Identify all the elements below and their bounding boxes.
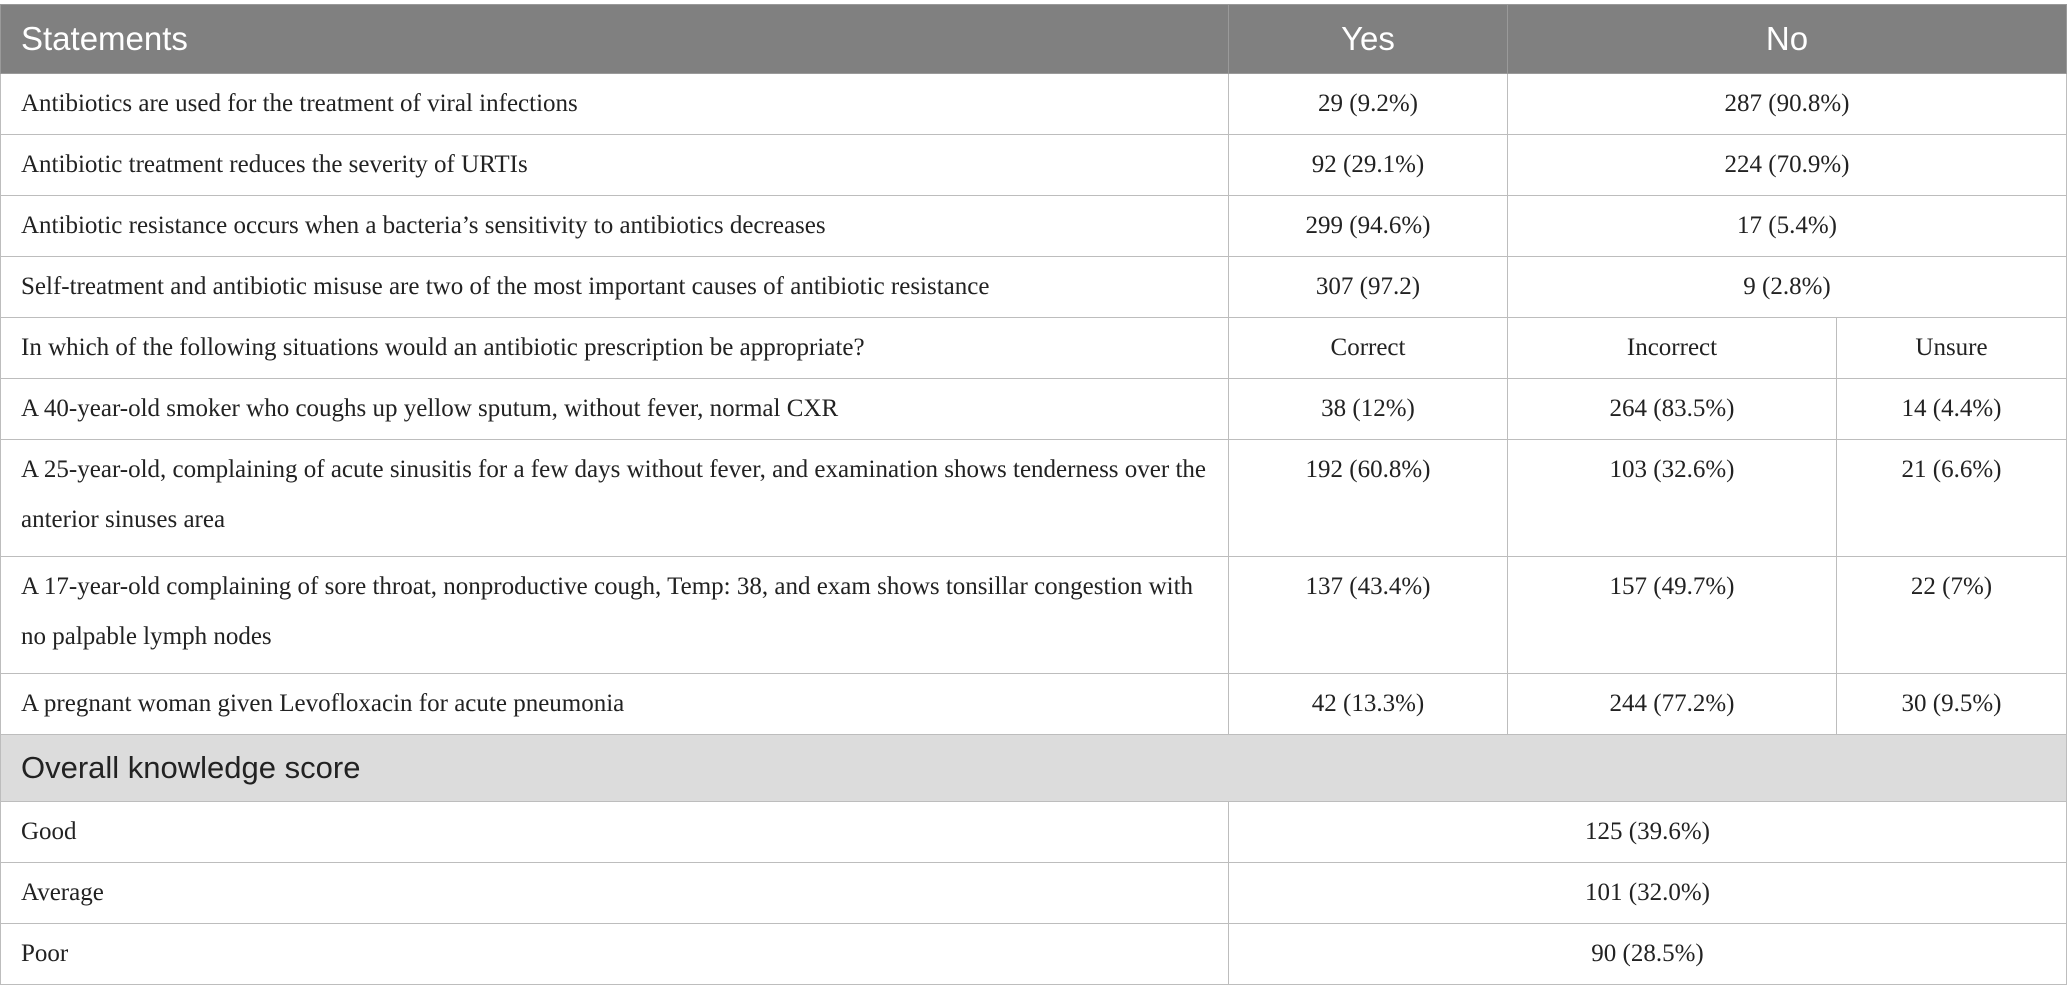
table-row — [1, 379, 2067, 440]
situation-question: In which of the following situations would an antibiotic prescription be appropriate? — [1, 318, 1229, 379]
score-label: Poor — [1, 924, 1229, 985]
unsure-cell: 30 (9.5%) — [1837, 674, 2067, 735]
statement-cell: Antibiotics are used for the treatment of viral infections — [1, 74, 1229, 135]
unsure-cell: 14 (4.4%) — [1837, 379, 2067, 440]
knowledge-table — [0, 4, 2067, 985]
correct-cell: 38 (12%) — [1229, 379, 1508, 440]
table-row — [1, 557, 2067, 674]
unsure-cell: 21 (6.6%) — [1837, 440, 2067, 557]
yes-cell: 92 (29.1%) — [1229, 135, 1508, 196]
incorrect-cell: 264 (83.5%) — [1508, 379, 1837, 440]
incorrect-cell: 157 (49.7%) — [1508, 557, 1837, 674]
table-row — [1, 135, 2067, 196]
table-row — [1, 196, 2067, 257]
yes-cell: 29 (9.2%) — [1229, 74, 1508, 135]
table-row — [1, 924, 2067, 985]
score-value: 101 (32.0%) — [1229, 863, 2067, 924]
statement-cell: Self-treatment and antibiotic misuse are two of the most important causes of antibiotic resistance — [1, 257, 1229, 318]
yes-cell: 299 (94.6%) — [1229, 196, 1508, 257]
statement-cell: A 25-year-old, complaining of acute sinusitis for a few days without fever, and examination shows tenderness over the anterior sinuses area — [1, 440, 1229, 557]
correct-cell: 192 (60.8%) — [1229, 440, 1508, 557]
score-label: Average — [1, 863, 1229, 924]
overall-section-title: Overall knowledge score — [1, 735, 2067, 802]
table-row — [1, 440, 2067, 557]
no-cell: 9 (2.8%) — [1508, 257, 2067, 318]
table-row — [1, 74, 2067, 135]
incorrect-cell: 103 (32.6%) — [1508, 440, 1837, 557]
table-row — [1, 674, 2067, 735]
no-cell: 17 (5.4%) — [1508, 196, 2067, 257]
statement-cell: A pregnant woman given Levofloxacin for acute pneumonia — [1, 674, 1229, 735]
header-row — [1, 5, 2067, 74]
header-no: No — [1508, 5, 2067, 74]
situation-header-row — [1, 318, 2067, 379]
header-correct: Correct — [1229, 318, 1508, 379]
score-value: 90 (28.5%) — [1229, 924, 2067, 985]
table-row — [1, 257, 2067, 318]
correct-cell: 137 (43.4%) — [1229, 557, 1508, 674]
header-yes: Yes — [1229, 5, 1508, 74]
yes-cell: 307 (97.2) — [1229, 257, 1508, 318]
incorrect-cell: 244 (77.2%) — [1508, 674, 1837, 735]
no-cell: 224 (70.9%) — [1508, 135, 2067, 196]
header-incorrect: Incorrect — [1508, 318, 1837, 379]
unsure-cell: 22 (7%) — [1837, 557, 2067, 674]
score-label: Good — [1, 802, 1229, 863]
no-cell: 287 (90.8%) — [1508, 74, 2067, 135]
header-statements: Statements — [1, 5, 1229, 74]
score-value: 125 (39.6%) — [1229, 802, 2067, 863]
statement-cell: A 40-year-old smoker who coughs up yellow sputum, without fever, normal CXR — [1, 379, 1229, 440]
table-row — [1, 863, 2067, 924]
statement-cell: A 17-year-old complaining of sore throat, nonproductive cough, Temp: 38, and exam shows tonsillar congestion with no palpable lymph nodes — [1, 557, 1229, 674]
table-row — [1, 802, 2067, 863]
overall-section-row — [1, 735, 2067, 802]
correct-cell: 42 (13.3%) — [1229, 674, 1508, 735]
header-unsure: Unsure — [1837, 318, 2067, 379]
statement-cell: Antibiotic resistance occurs when a bacteria’s sensitivity to antibiotics decreases — [1, 196, 1229, 257]
statement-cell: Antibiotic treatment reduces the severity of URTIs — [1, 135, 1229, 196]
